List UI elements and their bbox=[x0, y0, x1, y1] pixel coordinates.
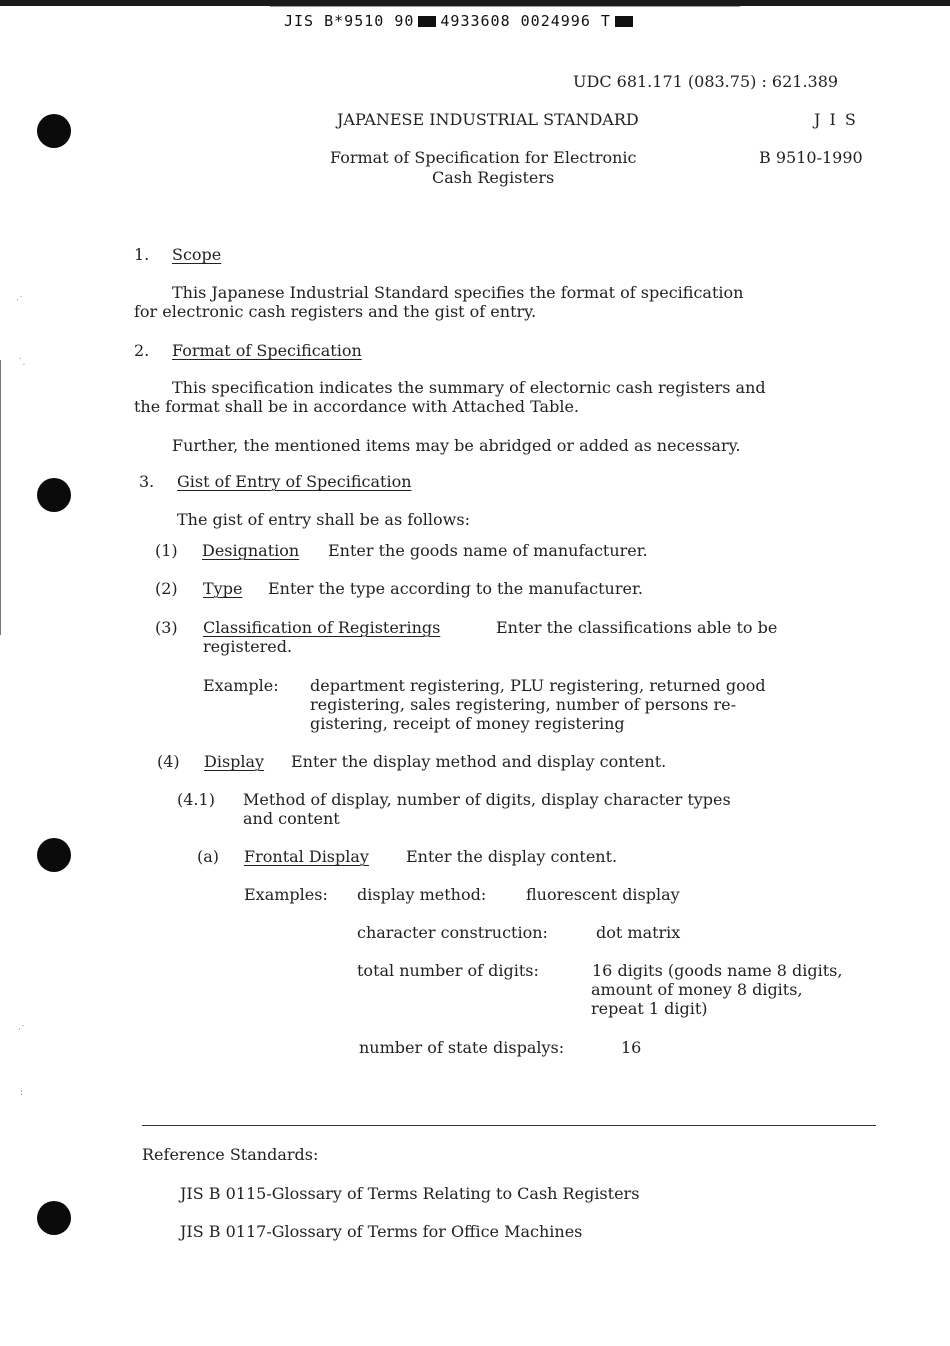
doc-number: B 9510-1990 bbox=[759, 148, 863, 167]
hole-punch-mark bbox=[37, 838, 71, 872]
example-4-label: number of state dispalys: bbox=[359, 1038, 565, 1057]
redaction-block bbox=[615, 16, 633, 27]
item-a-text: Enter the display content. bbox=[406, 847, 618, 866]
scan-speck: : bbox=[20, 1088, 24, 1098]
hole-punch-mark bbox=[37, 1201, 71, 1235]
item-3-text: Enter the classifications able to be bbox=[496, 618, 778, 637]
scan-edge-line bbox=[0, 360, 1, 635]
item-3-example-line3: gistering, receipt of money registering bbox=[310, 714, 625, 733]
item-a-number: (a) bbox=[197, 847, 220, 866]
section-2-text-line2: the format shall be in accordance with Attached Table. bbox=[134, 397, 579, 416]
section-3-number: 3. bbox=[139, 472, 155, 491]
example-3-value-line2: amount of money 8 digits, bbox=[591, 980, 803, 999]
section-1-heading: Scope bbox=[172, 245, 222, 264]
section-2-number: 2. bbox=[134, 341, 150, 360]
item-3-term: Classification of Registerings bbox=[203, 618, 441, 637]
section-3-heading: Gist of Entry of Specification bbox=[177, 472, 412, 491]
scan-speck: ·˙ bbox=[18, 1025, 26, 1035]
item-4-term: Display bbox=[204, 752, 265, 771]
example-4-value: 16 bbox=[621, 1038, 642, 1057]
doc-title-line2: Cash Registers bbox=[432, 168, 555, 187]
example-2-value: dot matrix bbox=[596, 923, 681, 942]
item-3-example-line2: registering, sales registering, number of persons re- bbox=[310, 695, 736, 714]
standard-title: JAPANESE INDUSTRIAL STANDARD bbox=[337, 110, 639, 129]
example-3-value-line3: repeat 1 digit) bbox=[591, 999, 708, 1018]
scan-header-line bbox=[270, 6, 740, 7]
redaction-block bbox=[418, 16, 436, 27]
section-1-number: 1. bbox=[134, 245, 150, 264]
item-1-number: (1) bbox=[155, 541, 178, 560]
item-3-number: (3) bbox=[155, 618, 178, 637]
section-1-text-line2: for electronic cash registers and the gist of entry. bbox=[134, 302, 537, 321]
section-2-heading: Format of Specification bbox=[172, 341, 362, 360]
hole-punch-mark bbox=[37, 114, 71, 148]
section-1-text-line1: This Japanese Industrial Standard specifies the format of specification bbox=[172, 283, 744, 302]
references-heading: Reference Standards: bbox=[142, 1145, 319, 1164]
header-code bbox=[284, 12, 637, 30]
item-3-example-line1: department registering, PLU registering, returned good bbox=[310, 676, 766, 695]
example-3-label: total number of digits: bbox=[357, 961, 539, 980]
item-4-text: Enter the display method and display content. bbox=[291, 752, 667, 771]
doc-title-line1: Format of Specification for Electronic bbox=[330, 148, 637, 167]
header-code-part1: JIS B*9510 90 bbox=[284, 12, 415, 30]
hole-punch-mark bbox=[37, 478, 71, 512]
reference-1: JIS B 0115-Glossary of Terms Relating to Cash Registers bbox=[180, 1184, 640, 1203]
example-3-value-line1: 16 digits (goods name 8 digits, bbox=[592, 961, 843, 980]
example-2-label: character construction: bbox=[357, 923, 548, 942]
item-4-1-line2: and content bbox=[243, 809, 340, 828]
item-2-text: Enter the type according to the manufacturer. bbox=[268, 579, 643, 598]
udc-number: UDC 681.171 (083.75) : 621.389 bbox=[573, 72, 839, 91]
item-a-term: Frontal Display bbox=[244, 847, 369, 866]
reference-2: JIS B 0117-Glossary of Terms for Office Machines bbox=[180, 1222, 583, 1241]
example-1-label: display method: bbox=[357, 885, 487, 904]
item-2-term: Type bbox=[203, 579, 243, 598]
item-4-1-line1: Method of display, number of digits, display character types bbox=[243, 790, 731, 809]
example-1-value: fluorescent display bbox=[526, 885, 680, 904]
footnote-divider bbox=[142, 1125, 876, 1126]
section-2-text-line1: This specification indicates the summary of electornic cash registers and bbox=[172, 378, 766, 397]
examples-label: Examples: bbox=[244, 885, 328, 904]
scan-speck: ·˙ bbox=[16, 296, 24, 306]
item-4-number: (4) bbox=[157, 752, 180, 771]
item-1-text: Enter the goods name of manufacturer. bbox=[328, 541, 648, 560]
section-2-text-para2: Further, the mentioned items may be abridged or added as necessary. bbox=[172, 436, 741, 455]
jis-mark: J I S bbox=[814, 110, 858, 129]
item-4-1-number: (4.1) bbox=[177, 790, 215, 809]
header-code-part2: 4933608 0024996 T bbox=[440, 12, 611, 30]
item-2-number: (2) bbox=[155, 579, 178, 598]
item-3-example-label: Example: bbox=[203, 676, 279, 695]
item-1-term: Designation bbox=[202, 541, 300, 560]
scan-speck: ˙. bbox=[18, 358, 26, 368]
item-3-text-cont: registered. bbox=[203, 637, 293, 656]
section-3-intro: The gist of entry shall be as follows: bbox=[177, 510, 470, 529]
